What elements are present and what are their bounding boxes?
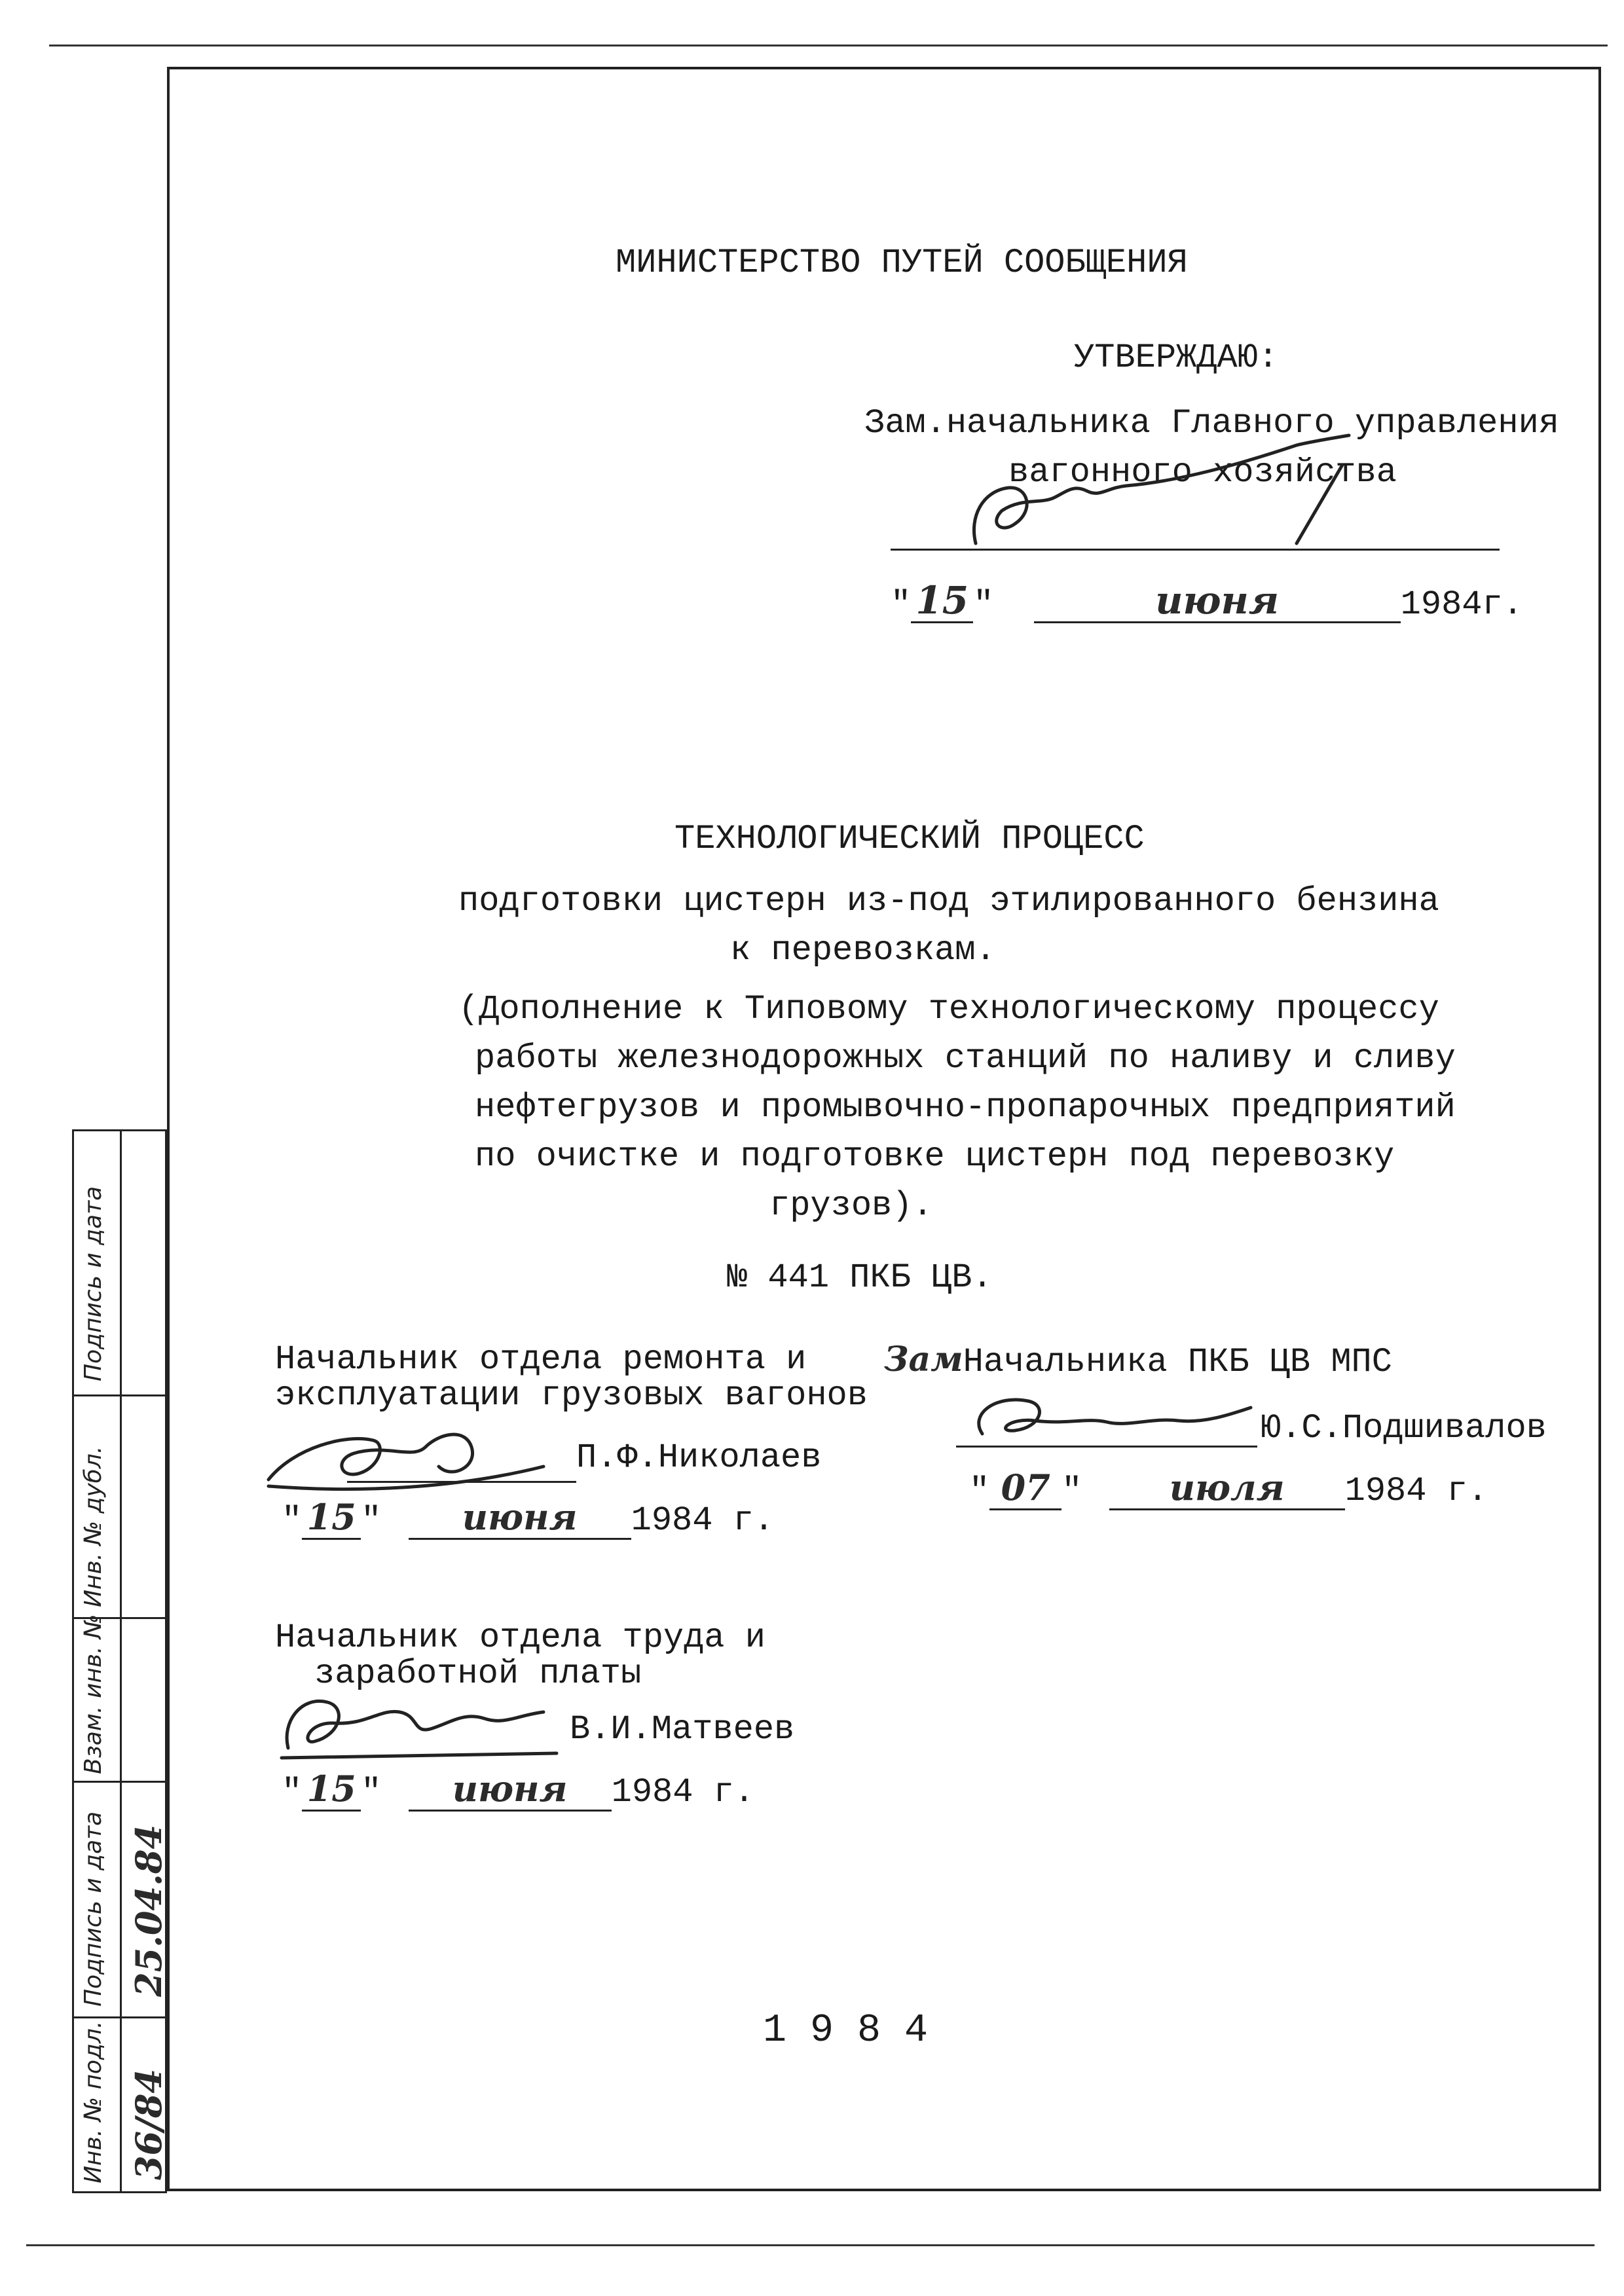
signatory2-position: [884, 1339, 1392, 1383]
signatory2-signature: [956, 1381, 1283, 1460]
footer-year: 1 9 8 4: [763, 2009, 929, 2053]
document-title: ТЕХНОЛОГИЧЕСКИЙ ПРОЦЕСС: [674, 820, 1145, 858]
approval-date: [891, 579, 1523, 626]
stamp-row-divider: [72, 1781, 167, 1783]
signatory2-position-text: Начальника ПКБ ЦВ МПС: [963, 1343, 1392, 1381]
approval-title: УТВЕРЖДАЮ:: [1074, 338, 1279, 377]
stamp-row-divider: [72, 1394, 167, 1396]
approval-date-month: июня: [1034, 579, 1401, 623]
signatory1-position-line2: эксплуатации грузовых вагонов: [275, 1376, 868, 1415]
signatory1-position-line1: Начальник отдела ремонта и: [275, 1340, 807, 1379]
stamp-handwritten-date: 25.04.84: [128, 1824, 170, 1997]
signatory1-signature: [255, 1408, 596, 1506]
approval-position-line2: вагонного хозяйства: [1008, 453, 1397, 492]
signatory2-name: Ю.С.Подшивалов: [1261, 1409, 1547, 1448]
stamp-column-divider: [120, 1129, 122, 2193]
signatory3-date-day: 15: [302, 1768, 361, 1812]
document-note-line4: по очистке и подготовке цистерн под перевозку: [475, 1137, 1395, 1176]
document-note-line2: работы железнодорожных станций по наливу и сливу: [475, 1039, 1456, 1078]
signatory2-date-month: июля: [1109, 1467, 1345, 1510]
approval-position-line1: Зам.начальника Главного управления: [864, 404, 1559, 443]
document-subtitle-line2: к перевозкам.: [730, 931, 996, 970]
signatory3-date-month: июня: [409, 1768, 612, 1812]
signatory3-position-line2: заработной платы: [314, 1654, 642, 1693]
signatory3-date-year: 1984 г.: [611, 1773, 755, 1812]
signatory1-date-year: 1984 г.: [631, 1501, 775, 1540]
signatory3-position-line1: Начальник отдела труда и: [275, 1618, 766, 1657]
stamp-handwritten-inv: 36/84: [128, 2068, 170, 2180]
signatory1-signature-line: [347, 1481, 576, 1483]
stamp-label-signature-date: Подпись и дата: [80, 1811, 107, 2007]
document-note-line3: нефтегрузов и промывочно-пропарочных предприятий: [475, 1088, 1456, 1127]
signatory2-signature-line: [956, 1446, 1257, 1448]
stamp-label-inv-dup: Инв. № дубл.: [80, 1446, 107, 1607]
signatory2-date: " 07 " июля 1984 г.: [969, 1467, 1488, 1510]
document-subtitle-line1: подготовки цистерн из-под этилированного бензина: [458, 882, 1439, 920]
approval-signature-line: [891, 549, 1500, 551]
approval-date-day: 15: [911, 579, 973, 623]
quote-open: ": [891, 585, 912, 624]
signatory1-name: П.Ф.Николаев: [576, 1438, 822, 1477]
ministry-heading: МИНИСТЕРСТВО ПУТЕЙ СООБЩЕНИЯ: [616, 244, 1188, 282]
signatory3-signature: [268, 1683, 570, 1768]
stamp-label-replace-inv: Взам. инв. №: [80, 1614, 107, 1774]
document-frame: [167, 67, 1601, 2191]
approval-signature: [930, 426, 1388, 570]
signatory2-date-day: 07: [989, 1467, 1061, 1510]
document-note-line5: грузов).: [769, 1186, 933, 1225]
page-bottom-border: [26, 2244, 1595, 2246]
signatory3-date: " 15 " июня 1984 г.: [282, 1768, 755, 1812]
quote-close: ": [973, 585, 994, 624]
signatory1-date-month: июня: [409, 1496, 631, 1540]
page-top-border: [49, 45, 1608, 46]
signatory2-prefix: Зам: [884, 1339, 963, 1379]
document-number: № 441 ПКБ ЦВ.: [727, 1258, 993, 1297]
signatory1-date-day: 15: [302, 1496, 361, 1540]
stamp-label-inv-original: Инв. № подл.: [80, 2020, 107, 2183]
document-note-line1: (Дополнение к Типовому технологическому процессу: [458, 990, 1439, 1029]
signatory1-date: " 15 " июня 1984 г.: [282, 1496, 775, 1540]
signatory2-date-year: 1984 г.: [1344, 1472, 1488, 1510]
stamp-label-signature-date-top: Подпись и дата: [80, 1186, 107, 1381]
approval-date-year: 1984г.: [1400, 585, 1523, 624]
stamp-row-divider: [72, 2016, 167, 2018]
signatory3-name: В.И.Матвеев: [570, 1710, 795, 1749]
